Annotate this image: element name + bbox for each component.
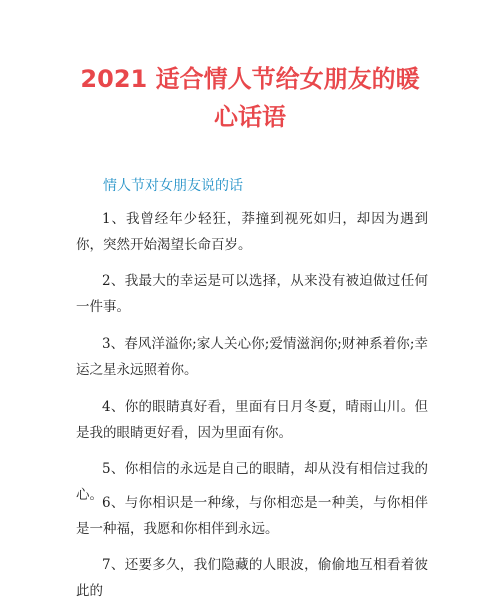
paragraph-5: 5、你相信的永远是自己的眼睛，却从没有相信过我的心。 [76, 461, 428, 503]
paragraph-3: 3、春风洋溢你;家人关心你;爱情滋润你;财神系着你;幸运之星永远照着你。 [76, 336, 428, 378]
paragraph-1: 1、我曾经年少轻狂，莽撞到视死如归，却因为遇到你，突然开始渴望长命百岁。 [76, 211, 428, 253]
paragraph-4: 4、你的眼睛真好看，里面有日月冬夏，晴雨山川。但是我的眼睛更好看，因为里面有你。 [76, 399, 428, 441]
document-title: 2021 适合情人节给女朋友的暖心话语 [80, 65, 420, 131]
section-heading: 情人节对女朋友说的话 [103, 178, 243, 194]
paragraph-6: 6、与你相识是一种缘，与你相恋是一种美，与你相伴是一种福，我愿和你相伴到永远。 [76, 495, 428, 537]
paragraph-7: 7、还要多久，我们隐藏的人眼波，偷偷地互相看着彼此的 [76, 557, 428, 599]
paragraph-2: 2、我最大的幸运是可以选择，从来没有被迫做过任何一件事。 [76, 273, 428, 315]
